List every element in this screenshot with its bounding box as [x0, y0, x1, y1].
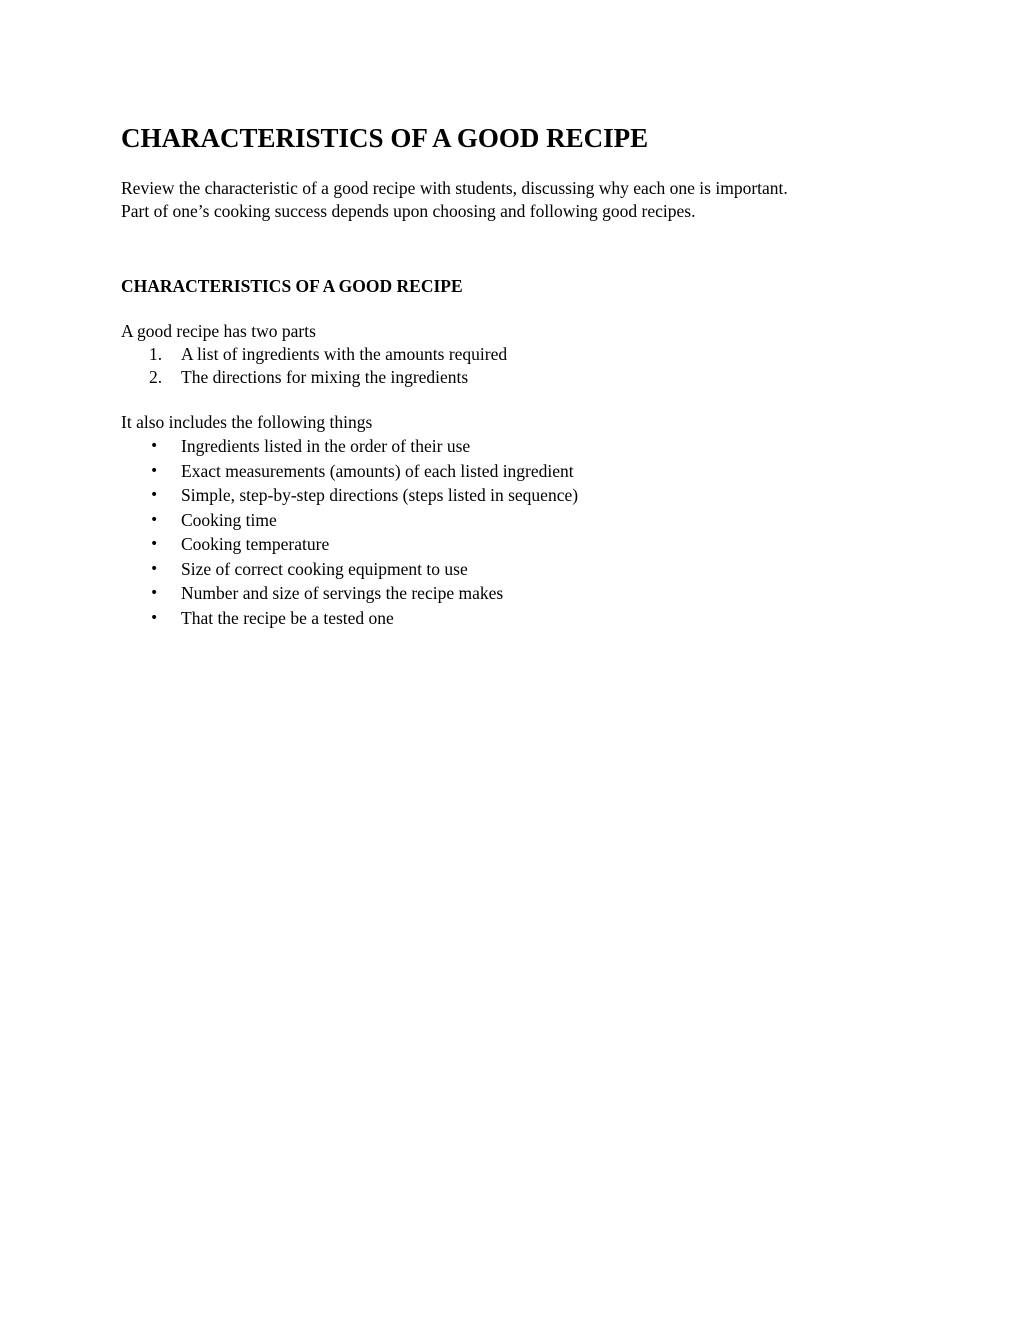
list-number: 2.: [149, 367, 163, 387]
list-item-text: Exact measurements (amounts) of each listed ingredient: [181, 460, 574, 481]
bullet-icon: •: [150, 536, 159, 552]
list-item-text: The directions for mixing the ingredients: [181, 367, 469, 387]
list-item: [121, 508, 901, 533]
list-item: [121, 581, 901, 606]
bullet-icon: •: [150, 462, 159, 479]
list-item: [121, 366, 901, 389]
page-title: CHARACTERISTICS OF A GOOD RECIPE: [121, 123, 649, 153]
list-item-text: A list of ingredients with the amounts required: [181, 344, 508, 364]
includes-list: [121, 434, 901, 630]
bullet-icon: •: [150, 609, 159, 626]
list-item-text: That the recipe be a tested one: [181, 607, 394, 628]
list-item: [121, 434, 901, 459]
list-item-text: Number and size of servings the recipe makes: [181, 583, 504, 603]
list-item: [121, 343, 901, 366]
bullet-icon: •: [150, 585, 159, 601]
parts-intro: A good recipe has two parts: [121, 321, 316, 341]
intro-paragraph: [121, 177, 901, 223]
bullet-icon: •: [150, 438, 159, 454]
list-item-text: Cooking time: [181, 509, 277, 530]
list-number: 1.: [149, 344, 163, 364]
list-item: [121, 459, 901, 484]
intro-line-2: Part of one’s cooking success depends upon choosing and following good recipes.: [121, 201, 696, 221]
list-item: [121, 557, 901, 582]
list-item-text: Ingredients listed in the order of their use: [181, 436, 471, 456]
parts-list: [121, 343, 901, 389]
bullet-icon: •: [150, 560, 159, 577]
list-item: [121, 483, 901, 508]
list-item-text: Simple, step-by-step directions (steps listed in sequence): [181, 485, 579, 505]
section-heading: CHARACTERISTICS OF A GOOD RECIPE: [121, 276, 463, 296]
list-item-text: Size of correct cooking equipment to use: [181, 558, 468, 579]
bullet-icon: •: [150, 487, 159, 503]
includes-intro: It also includes the following things: [121, 412, 373, 432]
list-item-text: Cooking temperature: [181, 534, 330, 554]
intro-line-1: Review the characteristic of a good recipe with students, discussing why each one is important.: [121, 178, 788, 198]
list-item: [121, 606, 901, 631]
list-item: [121, 532, 901, 557]
bullet-icon: •: [150, 511, 159, 528]
document-page: [121, 118, 901, 630]
